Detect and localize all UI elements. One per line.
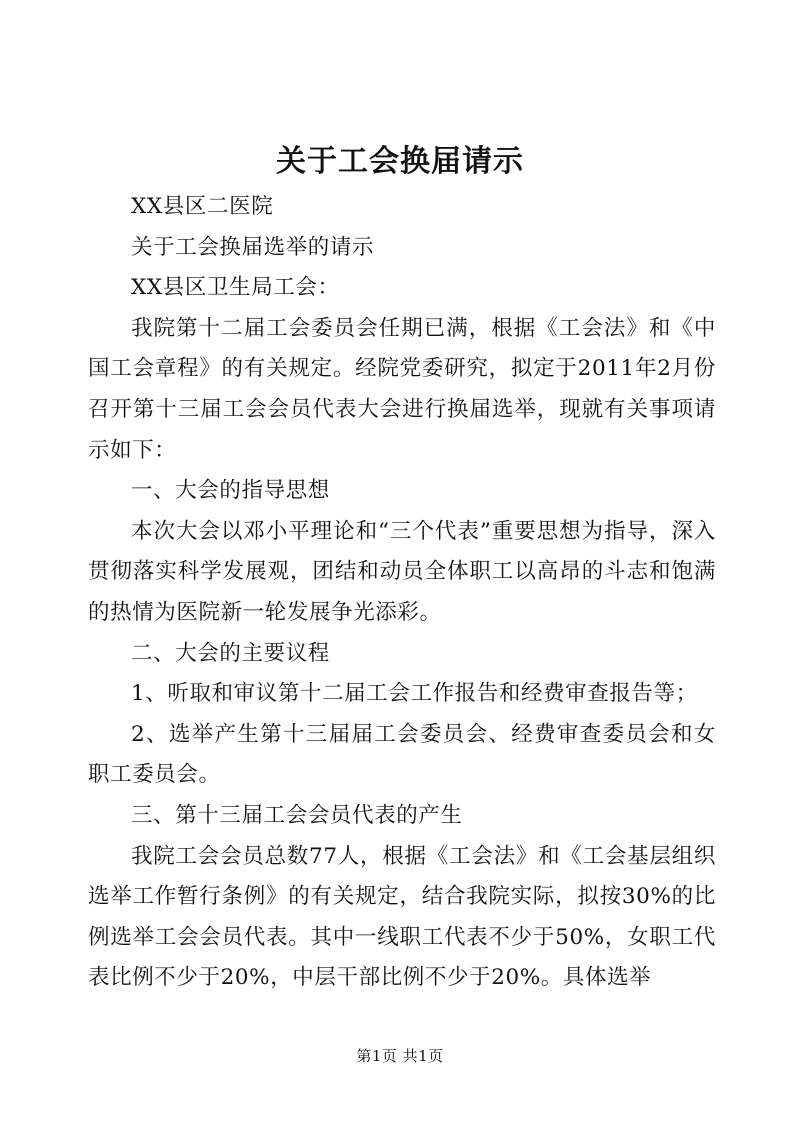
section-heading-3: 三、第十三届工会会员代表的产生 [131,802,463,828]
agenda-item-2: 2、选举产生第十三届届工会委员会、经费审查委员会和女职工委员会。 [88,721,716,788]
section-heading-1: 一、大会的指导思想 [131,478,330,504]
document-body [88,187,716,999]
document-title: 关于工会换届请示 [276,144,524,179]
paragraph-guiding-thought: 本次大会以邓小平理论和“三个代表”重要思想为指导，深入贯彻落实科学发展观，团结和动员全体职工以高昂的斗志和饱满的热情为医院新一轮发展争光添彩。 [88,518,716,625]
paragraph-addressee: XX县区卫生局工会： [131,275,340,301]
paragraph-subject: 关于工会换届选举的请示 [131,234,375,260]
section-heading-2: 二、大会的主要议程 [131,640,330,666]
paragraph-intro: 我院第十二届工会委员会任期已满，根据《工会法》和《中国工会章程》的有关规定。经院党委研究，拟定于2011年2月份召开第十三届工会会员代表大会进行换届选举，现就有关事项请示如下： [88,315,716,463]
agenda-item-1: 1、听取和审议第十二届工会工作报告和经费审查报告等； [131,681,698,707]
paragraph-hospital-name: XX县区二医院 [131,194,274,219]
page-number-footer: 第1页 共1页 [356,1047,444,1065]
paragraph-representatives: 我院工会会员总数77人，根据《工会法》和《工会基层组织选举工作暂行条例》的有关规定，结合我院实际，拟按30%的比例选举工会会员代表。其中一线职工代表不少于50%，女职工代表比例不少于20%，中层干部比例不少于20%。具体选举 [88,843,716,991]
